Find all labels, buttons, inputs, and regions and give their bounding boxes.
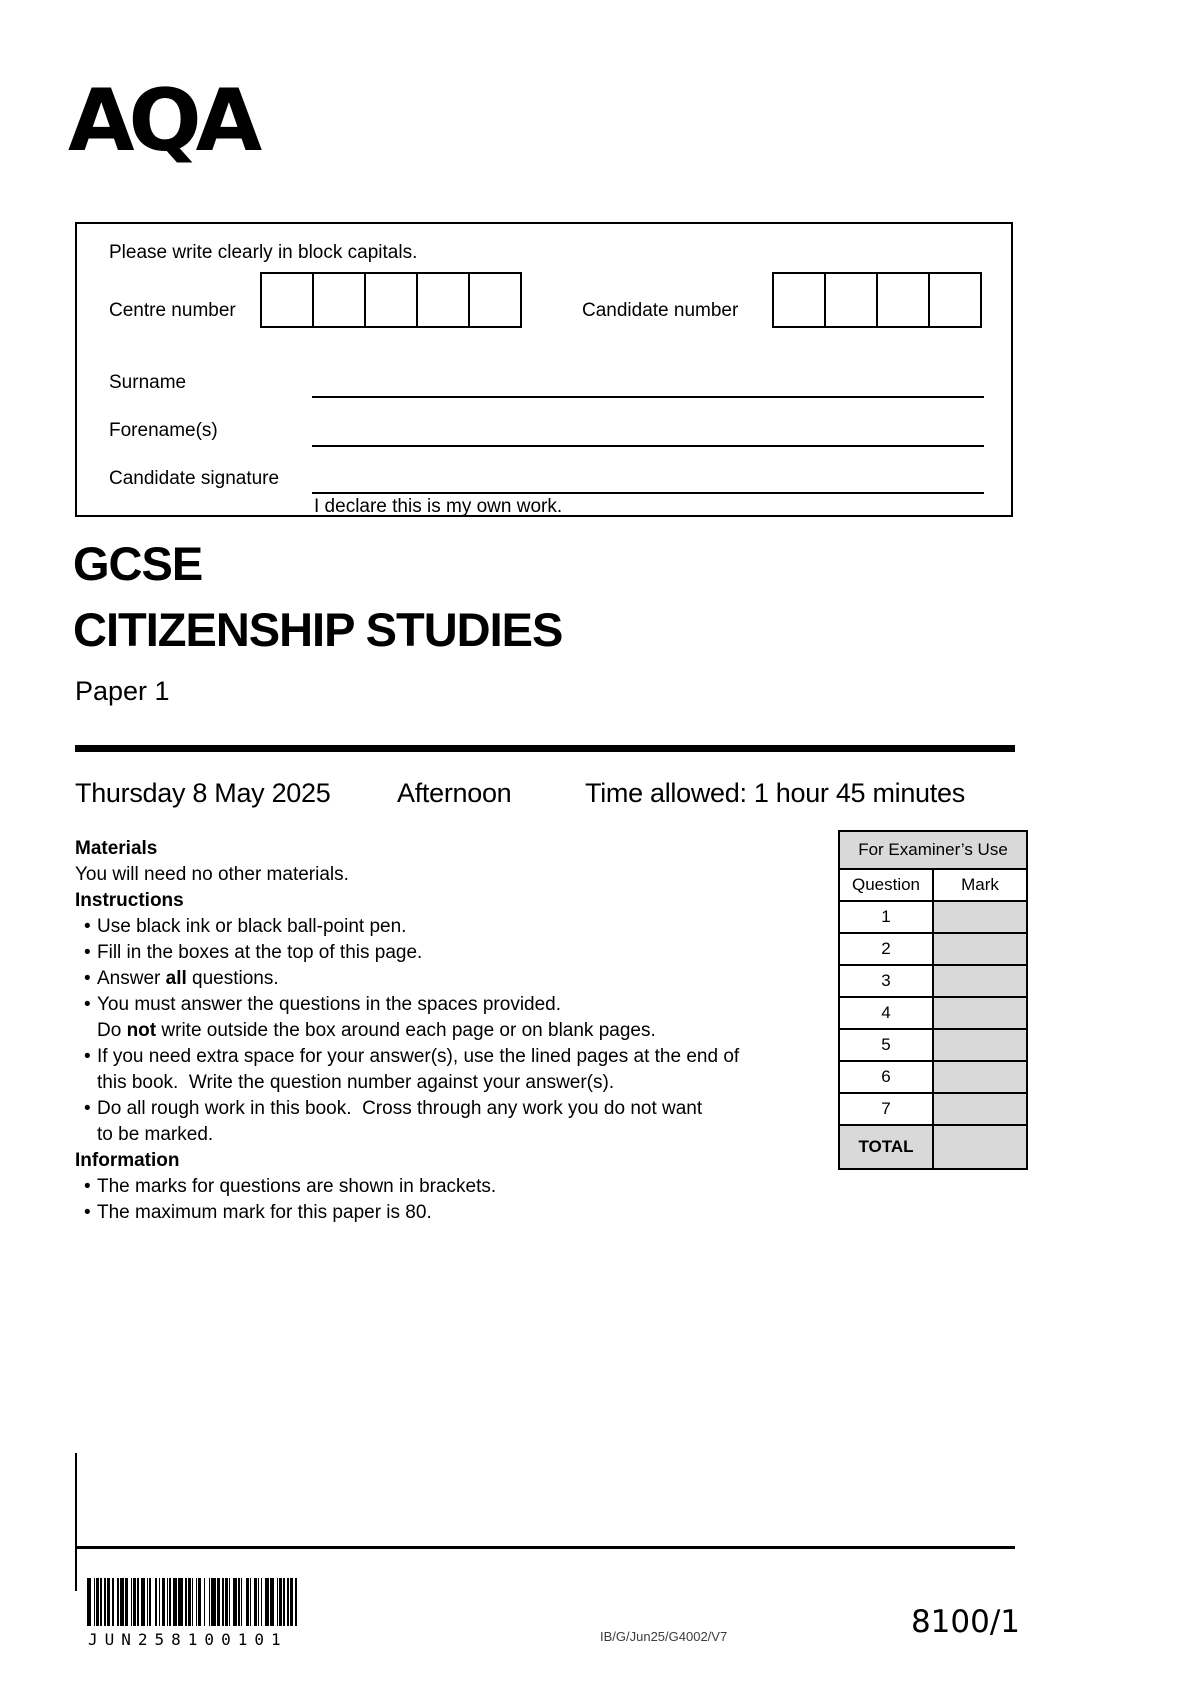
- digit-box[interactable]: [876, 272, 930, 328]
- barcode-bar: [167, 1578, 168, 1626]
- signature-input-line[interactable]: [312, 492, 984, 494]
- examiner-row: [839, 901, 1027, 933]
- barcode-bar: [96, 1578, 99, 1626]
- bullet-text: If you need extra space for your answer(s), use the lined pages at the end of this book. Write the question number against your answer(s).: [97, 1046, 740, 1093]
- footer-rule: [75, 1546, 1015, 1549]
- total-mark-cell[interactable]: [933, 1125, 1027, 1169]
- barcode-bar: [104, 1578, 105, 1626]
- barcode-bar: [188, 1578, 191, 1626]
- examiner-row: [839, 1093, 1027, 1125]
- digit-box[interactable]: [260, 272, 314, 328]
- barcode-bar: [265, 1578, 269, 1626]
- bullet-text: Answer all questions.: [97, 968, 279, 989]
- bullet-text: Use black ink or black ball-point pen.: [97, 916, 407, 937]
- barcode-bar: [117, 1578, 118, 1626]
- bullet-dot: •: [84, 916, 91, 937]
- surname-label: Surname: [109, 372, 187, 393]
- barcode-bar: [94, 1578, 95, 1626]
- paper-reference: IB/G/Jun25/G4002/V7: [600, 1629, 728, 1644]
- barcode-bar: [137, 1578, 138, 1626]
- barcode-bar: [131, 1578, 132, 1626]
- barcode-bar: [141, 1578, 145, 1626]
- barcode-text: JUN258100101: [88, 1630, 288, 1649]
- question-number-cell: 4: [839, 997, 933, 1029]
- mark-column-header: Mark: [933, 869, 1027, 901]
- paper-title: Paper 1: [75, 676, 170, 706]
- bullet-dot: •: [84, 1202, 91, 1223]
- barcode-bar: [277, 1578, 278, 1626]
- subject-title: CITIZENSHIP STUDIES: [73, 603, 563, 656]
- paper-code: 8100/1: [910, 1604, 1020, 1640]
- barcode-bar: [209, 1578, 210, 1626]
- examiner-row: [839, 997, 1027, 1029]
- bullet-item: [75, 1174, 855, 1200]
- information-list: [75, 1174, 855, 1226]
- barcode-bar: [125, 1578, 128, 1626]
- materials-heading: Materials: [75, 838, 158, 859]
- bullet-item: [75, 992, 855, 1044]
- surname-input-line[interactable]: [312, 396, 984, 398]
- barcode-bar: [155, 1578, 158, 1626]
- bullet-dot: •: [84, 1098, 91, 1119]
- barcode-bar: [87, 1578, 91, 1626]
- barcode-bar: [133, 1578, 136, 1626]
- information-heading: Information: [75, 1150, 180, 1171]
- barcode-bar: [196, 1578, 197, 1626]
- barcode-bar: [246, 1578, 249, 1626]
- bullet-item: [75, 1200, 855, 1226]
- aqa-logo: AQA: [68, 71, 257, 171]
- forenames-input-line[interactable]: [312, 445, 984, 447]
- bullet-text: The maximum mark for this paper is 80.: [97, 1202, 432, 1223]
- block-capitals-instruction: Please write clearly in block capitals.: [109, 242, 418, 263]
- barcode-bar: [229, 1578, 230, 1626]
- total-label-cell: TOTAL: [839, 1125, 933, 1169]
- examiner-table-rows: [839, 901, 1027, 1169]
- barcode-bar: [287, 1578, 288, 1626]
- barcode-bar: [173, 1578, 177, 1626]
- instructions-heading: Instructions: [75, 890, 184, 911]
- mark-cell[interactable]: [933, 1093, 1027, 1125]
- barcode-bar: [211, 1578, 215, 1626]
- bullet-dot: •: [84, 1046, 91, 1067]
- barcode-bar: [290, 1578, 293, 1626]
- bullet-item: [75, 1044, 855, 1096]
- examiner-row: [839, 933, 1027, 965]
- question-number-cell: 5: [839, 1029, 933, 1061]
- digit-box[interactable]: [312, 272, 366, 328]
- instructions-list: [75, 914, 855, 1148]
- digit-box[interactable]: [364, 272, 418, 328]
- barcode-bar: [279, 1578, 282, 1626]
- barcode-bar: [250, 1578, 251, 1626]
- barcode-bar: [270, 1578, 274, 1626]
- barcode-bar: [185, 1578, 186, 1626]
- centre-number-label: Centre number: [109, 300, 236, 321]
- forenames-label: Forename(s): [109, 420, 218, 441]
- barcode-bar: [100, 1578, 101, 1626]
- bullet-item: [75, 1096, 855, 1148]
- bullet-dot: •: [84, 942, 91, 963]
- barcode-bar: [295, 1578, 296, 1626]
- examiner-row: [839, 1029, 1027, 1061]
- digit-box[interactable]: [772, 272, 826, 328]
- materials-body: You will need no other materials.: [75, 864, 349, 885]
- question-number-cell: 6: [839, 1061, 933, 1093]
- declaration-text: I declare this is my own work.: [314, 496, 563, 517]
- barcode: [87, 1578, 300, 1626]
- mark-cell[interactable]: [933, 1061, 1027, 1093]
- question-column-header: Question: [839, 869, 933, 901]
- barcode-bar: [258, 1578, 259, 1626]
- bullet-text: You must answer the questions in the spaces provided. Do not write outside the box around each page or on blank pages.: [97, 994, 656, 1041]
- bullet-item: [75, 966, 855, 992]
- barcode-bar: [225, 1578, 228, 1626]
- cover-text-column: [75, 836, 855, 1226]
- qualification-title: GCSE: [73, 537, 203, 590]
- barcode-bar: [254, 1578, 257, 1626]
- barcode-bar: [261, 1578, 262, 1626]
- question-number-cell: 2: [839, 933, 933, 965]
- barcode-bar: [198, 1578, 201, 1626]
- question-number-cell: 7: [839, 1093, 933, 1125]
- barcode-bar: [283, 1578, 284, 1626]
- bullet-text: Do all rough work in this book. Cross through any work you do not want to be marked.: [97, 1098, 703, 1145]
- left-margin-rule: [75, 1453, 77, 1591]
- mark-cell[interactable]: [933, 933, 1027, 965]
- barcode-bar: [192, 1578, 193, 1626]
- examiner-table-title: For Examiner’s Use: [839, 831, 1027, 869]
- centre-number-boxes[interactable]: [260, 272, 522, 328]
- barcode-bar: [222, 1578, 223, 1626]
- exam-date: Thursday 8 May 2025: [75, 778, 331, 808]
- digit-box[interactable]: [416, 272, 470, 328]
- exam-session: Afternoon: [397, 778, 512, 808]
- time-allowed: Time allowed: 1 hour 45 minutes: [585, 778, 965, 808]
- barcode-bar: [233, 1578, 237, 1626]
- barcode-bar: [149, 1578, 150, 1626]
- barcode-bar: [169, 1578, 170, 1626]
- barcode-bar: [162, 1578, 165, 1626]
- bullet-dot: •: [84, 968, 91, 989]
- examiner-total-row: [839, 1125, 1027, 1169]
- candidate-number-boxes[interactable]: [772, 272, 982, 328]
- bullet-item: [75, 914, 855, 940]
- barcode-bar: [238, 1578, 239, 1626]
- bullet-dot: •: [84, 1176, 91, 1197]
- mark-cell[interactable]: [933, 1029, 1027, 1061]
- examiner-row: [839, 965, 1027, 997]
- bullet-text: The marks for questions are shown in brackets.: [97, 1176, 497, 1197]
- barcode-bar: [204, 1578, 205, 1626]
- barcode-bar: [120, 1578, 124, 1626]
- question-number-cell: 1: [839, 901, 933, 933]
- barcode-bar: [147, 1578, 148, 1626]
- bullet-item: [75, 940, 855, 966]
- digit-box[interactable]: [824, 272, 878, 328]
- question-number-cell: 3: [839, 965, 933, 997]
- mark-cell[interactable]: [933, 997, 1027, 1029]
- signature-label: Candidate signature: [109, 468, 280, 489]
- mark-cell[interactable]: [933, 965, 1027, 997]
- digit-box[interactable]: [928, 272, 982, 328]
- barcode-bar: [217, 1578, 220, 1626]
- digit-box[interactable]: [468, 272, 522, 328]
- bullet-text: Fill in the boxes at the top of this page.: [97, 942, 423, 963]
- candidate-details-box: [75, 222, 1013, 517]
- title-divider-rule: [75, 745, 1015, 752]
- barcode-bar: [107, 1578, 110, 1626]
- barcode-bar: [112, 1578, 113, 1626]
- barcode-bar: [159, 1578, 160, 1626]
- candidate-number-label: Candidate number: [582, 300, 739, 321]
- examiner-use-table: [838, 830, 1028, 1170]
- barcode-bar: [241, 1578, 242, 1626]
- mark-cell[interactable]: [933, 901, 1027, 933]
- bullet-dot: •: [84, 994, 91, 1015]
- barcode-bar: [178, 1578, 182, 1626]
- examiner-row: [839, 1061, 1027, 1093]
